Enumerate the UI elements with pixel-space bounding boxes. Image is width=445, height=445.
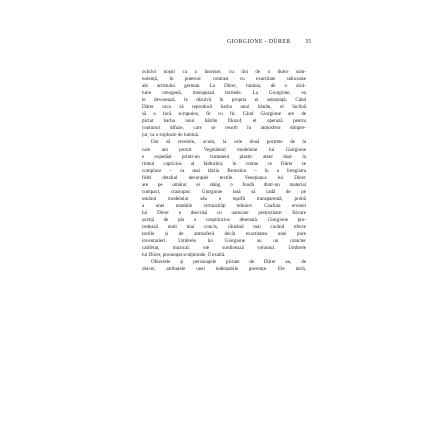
text-line: lui Dürer e descrisă cu oarecare prețiozitate: fiecare <box>142 209 306 216</box>
text-line: fidel detaliul decorației textile. Venețianca lui Dürer <box>142 174 306 181</box>
text-line: e expediat printr-un tratament plastic atent doar la <box>142 153 306 160</box>
text-line: pictat barba unui bătrân filozof, el operază pentru <box>142 118 306 125</box>
text-line: tuire omogenă, menajează formele. La Giorgione, ea <box>142 90 306 97</box>
text-line: să o facă scrupulos, fir cu fir. Când Giorgione are de <box>142 111 306 118</box>
text-line: Dar să revenim, acum, la cele două portrete de la <box>151 139 306 146</box>
text-line: inventarieri. Umbrele lui Giorgione au un caracter <box>142 238 306 245</box>
text-line: tactile și de atmosferă decât exactitatea unei pure <box>142 231 306 238</box>
text-line: jur, ca o explozie de lumină. <box>142 132 200 139</box>
text-line: Obiectele și personajele pictate de Dürer au, de <box>151 259 306 266</box>
running-head <box>0 39 445 49</box>
text-line: ochilor noștri ca o înserare, cu lini de o dulce som- <box>142 69 306 75</box>
text-line: ale artistului german. La Dürer, lumina, de o alcă- <box>142 83 306 90</box>
running-title: GIORGIONE - DÜRER <box>227 39 291 45</box>
text-line: obicei, atributele unei indeniabile prezențe. Ele intră, <box>142 266 306 273</box>
text-line: Dürer urca să reproducă barba unui bătrân, el înclină <box>142 104 306 111</box>
text-line: care am pornit. Vegmântul modelului lui Giorgione <box>142 146 306 153</box>
text-line: are pe umărul ei stâng o fundă dintr-un material <box>142 181 306 188</box>
text-line: contururi difuze, care se resorb în atmosfera dimpre- <box>142 125 306 132</box>
text-line: ritmul capricios al faldurilor, în vreme ce Dürer se <box>142 160 306 167</box>
page-number: 35 <box>305 39 312 45</box>
text-line: umărul modelului său o eșarfă transparentă, probă <box>142 195 306 202</box>
text-line: lui Dürer, pronunțat sculpturale, îl exaltă. <box>142 252 226 259</box>
text-line: șuviță de păr e conștiincios desenată. Giorgione pro- <box>142 216 306 223</box>
text-line: nolență, în puternic contrast cu exactitate stăncoase <box>142 76 306 83</box>
body-text <box>142 69 306 399</box>
text-line: a unei notabile virtuozități tehnice. Coafura eroinei <box>142 202 306 209</box>
text-line: catifelat, muzical: ele surdinează volumul. Umbrele <box>142 245 306 252</box>
text-line: cedează mult mai concis, căutând mai curând efecte <box>142 224 306 231</box>
text-line: complace – ca mai târziu Bronzino – în a înregistra <box>142 167 306 174</box>
text-line: le devorează, le dizolvă în propria ei substanță. Când <box>142 97 306 104</box>
text-line: compact, crasiopac. Giorgione lasă să cadă de pe <box>142 188 306 195</box>
